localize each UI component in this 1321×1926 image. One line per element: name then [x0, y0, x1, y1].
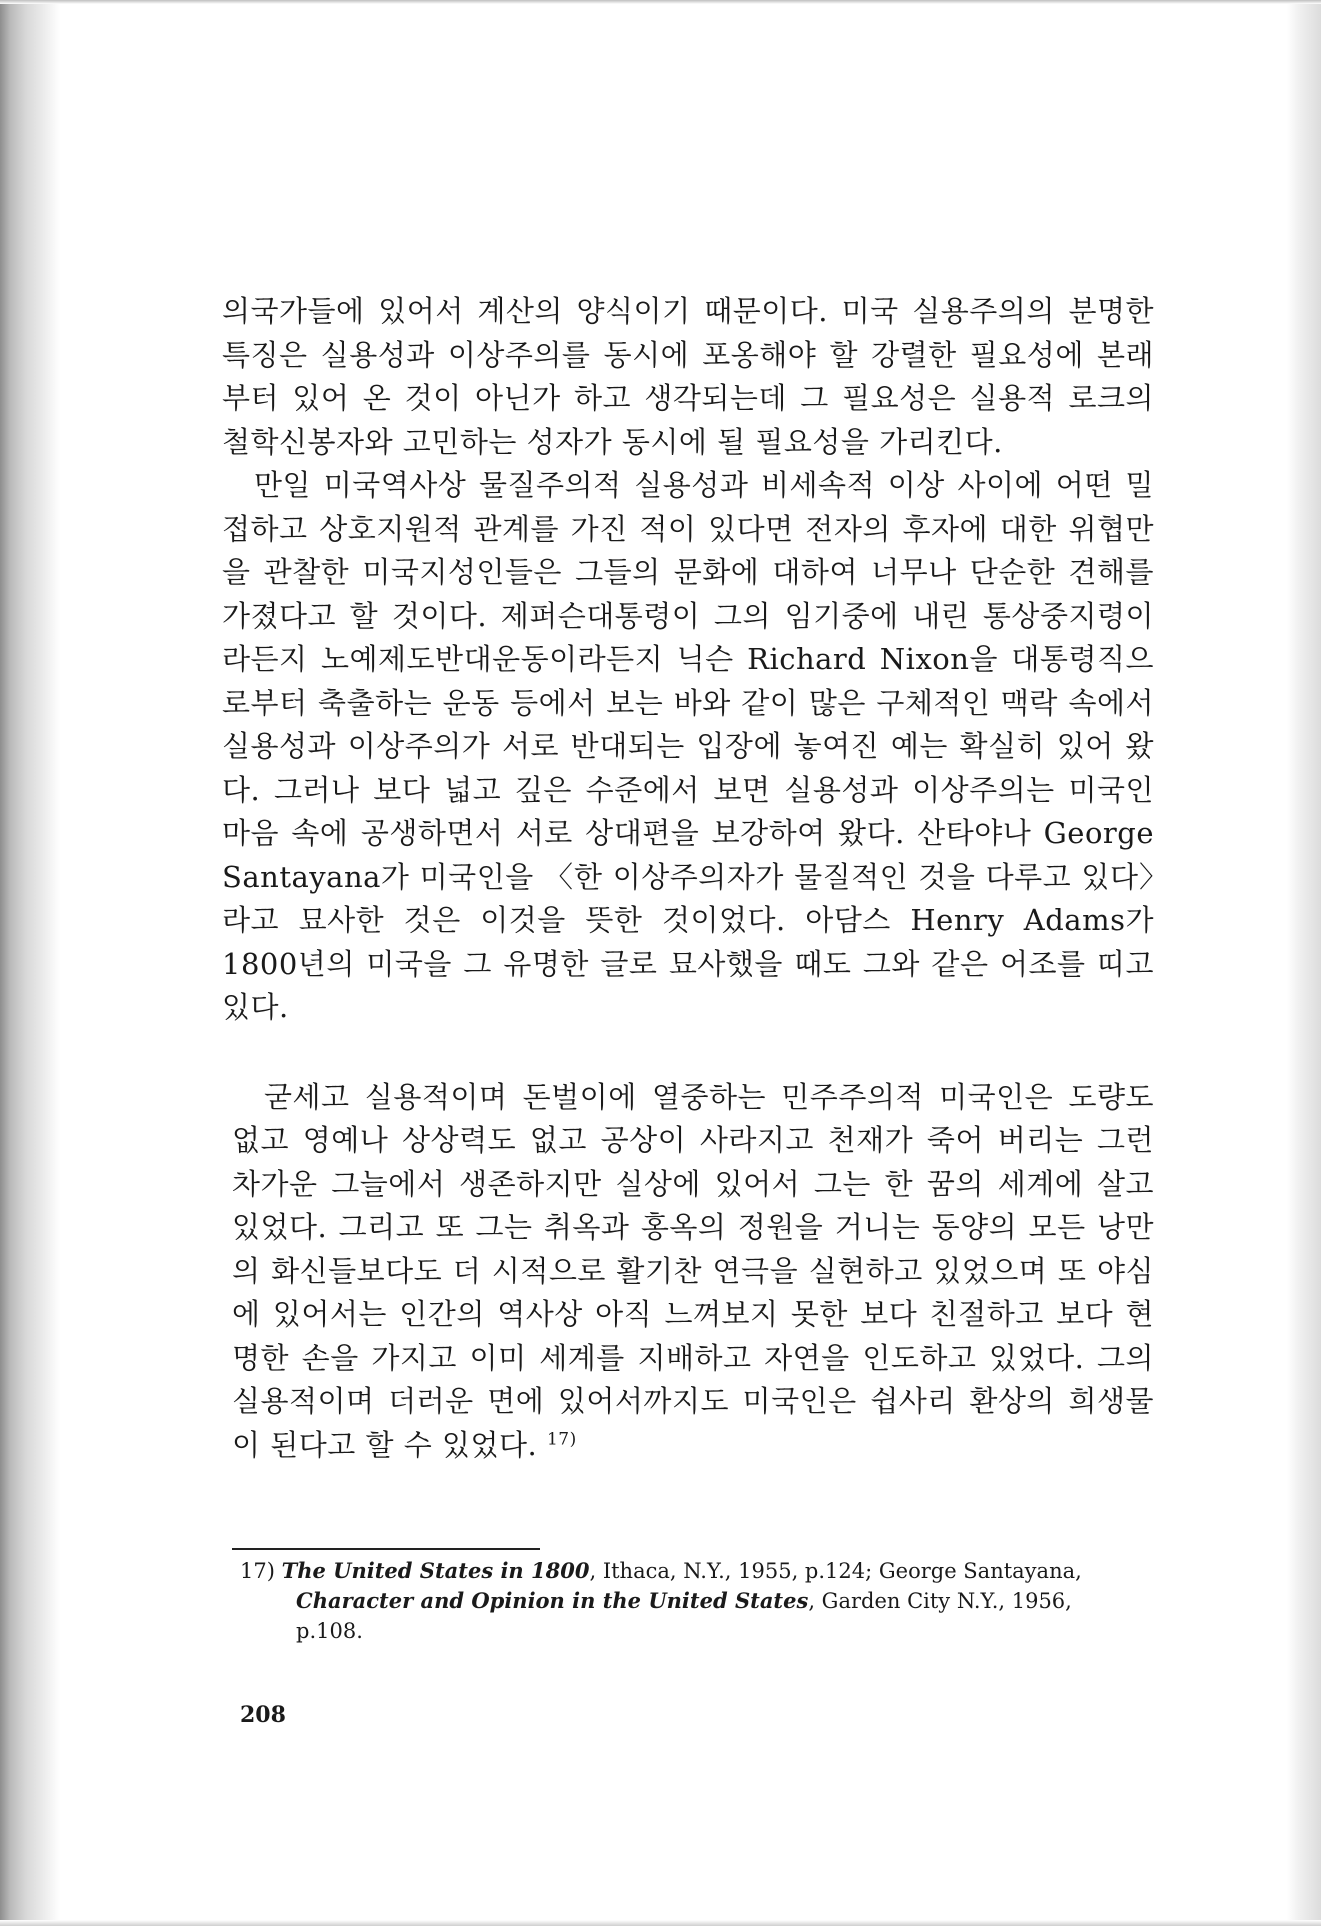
- footnote-marker: 17): [240, 1559, 275, 1583]
- footnote-text-3: p.108.: [296, 1619, 363, 1643]
- footnote-text-2: , Garden City N.Y., 1956,: [808, 1589, 1072, 1613]
- footnote-title-2: Character and Opinion in the United States: [296, 1588, 809, 1613]
- footnote: [240, 1556, 1158, 1646]
- page-body: [222, 290, 1154, 1467]
- book-right-edge: [1287, 0, 1321, 1926]
- footnote-divider: [232, 1548, 540, 1550]
- footnote-line-3: [240, 1616, 1158, 1646]
- paragraph-2: 만일 미국역사상 물질주의적 실용성과 비세속적 이상 사이에 어떤 밀접하고 상호지원적 관계를 가진 적이 있다면 전자의 후자에 대한 위협만을 관찰한 미국지성인들은 그들의 문화에 대하여 너무나 단순한 견해를 가졌다고 할 것이다. 제퍼슨대통령이 그의 임기중에 내린 통상중지령이라든지 노예제도반대운동이라든지 닉슨 Richard Nixon을 대통령직으로부터 축출하는 운동 등에서 보는 바와 같이 많은 구체적인 맥락 속에서 실용성과 이상주의가 서로 반대되는 입장에 놓여진 예는 확실히 있어 왔다. 그러나 보다 넓고 깊은 수준에서 보면 실용성과 이상주의는 미국인 마음 속에 공생하면서 서로 상대편을 보강하여 왔다. 산타야나 George Santayana가 미국인을 〈한 이상주의자가 물질적인 것을 다루고 있다〉라고 묘사한 것은 이것을 뜻한 것이었다. 아담스 Henry Adams가 1800년의 미국을 그 유명한 글로 묘사했을 때도 그와 같은 어조를 띠고 있다.: [222, 468, 1154, 1024]
- block-quote-text: 굳세고 실용적이며 돈벌이에 열중하는 민주주의적 미국인은 도량도 없고 영예나 상상력도 없고 공상이 사라지고 천재가 죽어 버리는 그런 차가운 그늘에서 생존하지만 실상에 있어서 그는 한 꿈의 세계에 살고 있었다. 그리고 또 그는 취옥과 홍옥의 정원을 거니는 동양의 모든 낭만의 화신들보다도 더 시적으로 활기찬 연극을 실현하고 있었으며 또 야심에 있어서는 인간의 역사상 아직 느껴보지 못한 보다 친절하고 보다 현명한 손을 가지고 이미 세계를 지배하고 자연을 인도하고 있었다. 그의 실용적이며 더러운 면에 있어서까지도 미국인은 쉽사리 환상의 희생물이 된다고 할 수 있었다.: [232, 1079, 1154, 1462]
- book-left-edge: [0, 0, 60, 1926]
- book-bottom-edge: [0, 1920, 1321, 1926]
- book-top-edge: [0, 0, 1321, 4]
- footnote-title-1: The United States in 1800: [281, 1558, 590, 1583]
- block-quote: [222, 1076, 1154, 1468]
- paragraph-1: 의국가들에 있어서 계산의 양식이기 때문이다. 미국 실용주의의 분명한 특징은 실용성과 이상주의를 동시에 포옹해야 할 강렬한 필요성에 본래부터 있어 온 것이 아닌가 하고 생각되는데 그 필요성은 실용적 로크의 철학신봉자와 고민하는 성자가 동시에 될 필요성을 가리킨다.: [222, 294, 1154, 459]
- footnote-text-1: , Ithaca, N.Y., 1955, p.124; George Santayana,: [589, 1559, 1082, 1583]
- footnote-line-1: [240, 1556, 1158, 1586]
- footnote-line-2: [240, 1586, 1158, 1616]
- footnote-reference: 17): [546, 1428, 577, 1449]
- page-number: 208: [240, 1702, 286, 1728]
